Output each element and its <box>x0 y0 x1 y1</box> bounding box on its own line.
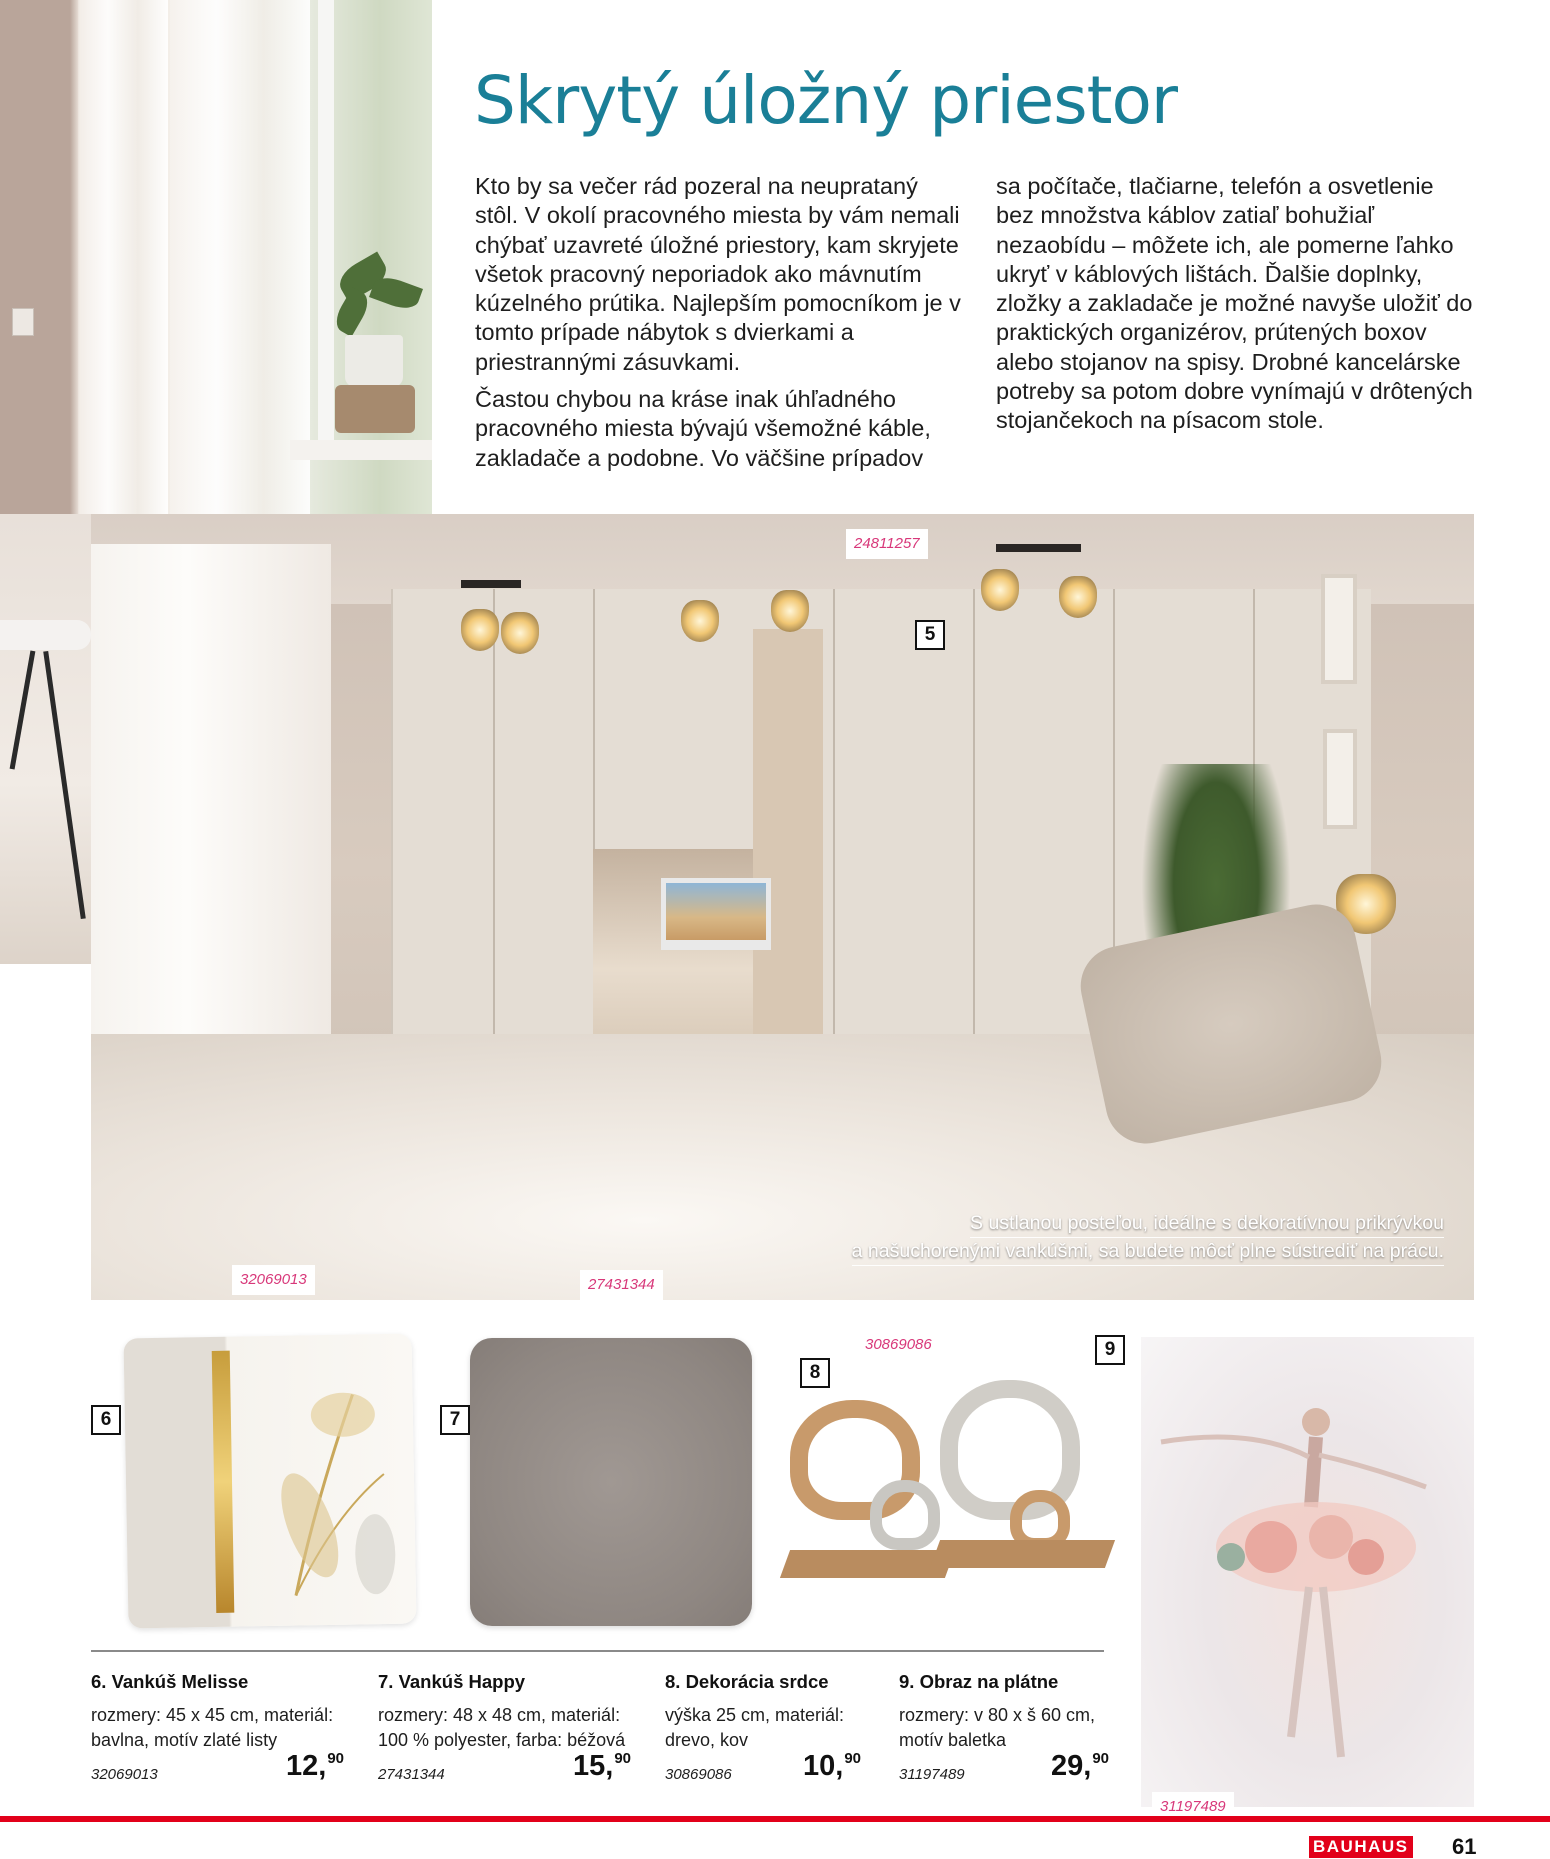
paragraph: Kto by sa večer rád pozeral na neuprataný stôl. V okolí pracovného miesta by vám nemali chýbať uzavreté úložné priestory, kam skryjete všetok pracovný neporiadok ako mávnutím kúzelného prútika. Najlepším pomocníkom je v tomto prípade nábytok s dvierkami a priestrannými zásuvkami. <box>475 173 961 375</box>
leaf-pattern <box>232 1354 417 1617</box>
plant-stand <box>335 385 415 433</box>
page-title: Skrytý úložný priestor <box>474 62 1178 139</box>
plant-pot <box>345 335 403 387</box>
spotlight-lamp <box>1059 576 1097 618</box>
ballerina-illustration <box>1141 1337 1474 1807</box>
spotlight-lamp <box>461 609 499 651</box>
product-description-9 <box>899 1671 1119 1752</box>
top-left-photo <box>0 0 432 514</box>
gold-stripe <box>212 1351 235 1613</box>
side-table <box>0 620 91 650</box>
main-bedroom-photo <box>91 514 1474 1300</box>
product-title: 9. Obraz na plátne <box>899 1671 1059 1692</box>
spotlight-lamp <box>681 600 719 642</box>
wood-base <box>780 1550 955 1578</box>
product-code-tag: 30869086 <box>857 1330 940 1360</box>
wall-art <box>1323 729 1357 829</box>
photo-caption <box>852 1210 1444 1266</box>
product-title: 8. Dekorácia srdce <box>665 1671 829 1692</box>
product-code-tag: 32069013 <box>232 1265 315 1295</box>
window-frame <box>318 0 334 440</box>
product-details: rozmery: 48 x 48 cm, materiál: 100 % polyester, farba: béžová <box>378 1705 626 1750</box>
product-code-tag: 27431344 <box>580 1270 663 1300</box>
number-badge: 8 <box>800 1358 830 1388</box>
product-image-heart-decor <box>780 1380 1110 1610</box>
curtain <box>78 0 168 514</box>
price-main: 12, <box>286 1750 327 1782</box>
price-cents: 90 <box>844 1750 862 1767</box>
silver-heart <box>870 1480 940 1550</box>
spotlight-lamp <box>771 590 809 632</box>
spotlight-bar <box>461 580 521 588</box>
spotlight-lamp <box>501 612 539 654</box>
product-title: 6. Vankúš Melisse <box>91 1671 249 1692</box>
body-column-1 <box>475 172 965 481</box>
open-shelf <box>753 629 823 1049</box>
product-details: rozmery: 45 x 45 cm, materiál: bavlna, motív zlaté listy <box>91 1705 334 1750</box>
plant-leaf <box>331 287 374 337</box>
product-description-8 <box>665 1671 865 1752</box>
number-badge: 5 <box>915 620 945 650</box>
spotlight-bar <box>996 544 1081 552</box>
article-number: 30869086 <box>665 1766 732 1783</box>
wood-base <box>930 1540 1115 1568</box>
spotlight-lamp <box>981 569 1019 611</box>
article-number: 31197489 <box>899 1766 965 1783</box>
product-details: rozmery: v 80 x š 60 cm, motív baletka <box>899 1705 1096 1750</box>
bauhaus-logo: BAUHAUS <box>1309 1836 1413 1858</box>
price-main: 15, <box>573 1750 614 1782</box>
number-badge: 9 <box>1095 1335 1125 1365</box>
caption-line: S ustlanou posteľou, ideálne s dekoratívnou prikrývkou <box>970 1210 1444 1238</box>
caption-line: a našuchorenými vankúšmi, sa budete môcť plne sústrediť na prácu. <box>852 1238 1444 1266</box>
number-badge: 6 <box>91 1405 121 1435</box>
product-code-tag: 31197489 <box>1152 1792 1234 1822</box>
footer-rule <box>0 1816 1550 1822</box>
paragraph: sa počítače, tlačiarne, telefón a osvetlenie bez množstva káblov zatiaľ bohužiaľ nezaobídu – môžete ich, ale pomerne ľahko ukryť v káblových lištách. Ďalšie doplnky, zložky a zakladače je možné navyše uložiť do praktických organizérov, prútených boxov alebo stojanov na spisy. Drobné kancelárske potreby sa potom dobre vynímajú v drôtených stojančekoch na písacom stole. <box>996 173 1473 434</box>
body-column-2 <box>996 172 1476 444</box>
product-image-ballerina-canvas <box>1141 1337 1474 1807</box>
window-sill <box>290 440 432 460</box>
article-number: 32069013 <box>91 1766 158 1783</box>
price-main: 29, <box>1051 1750 1092 1782</box>
wall-switch <box>12 308 34 336</box>
product-divider <box>91 1650 1104 1652</box>
price-cents: 90 <box>1092 1750 1110 1767</box>
product-image-cushion-happy <box>470 1338 752 1626</box>
product-description-7 <box>378 1671 638 1752</box>
number-badge: 7 <box>440 1405 470 1435</box>
product-title: 7. Vankúš Happy <box>378 1671 526 1692</box>
paragraph: Častou chybou na kráse inak úhľadného pracovného miesta bývajú všemožné káble, zakladače a podobne. Vo väčšine prípadov <box>475 386 931 471</box>
page-number: 61 <box>1452 1834 1477 1859</box>
price <box>1051 1750 1109 1783</box>
product-image-cushion-melisse <box>123 1334 416 1629</box>
computer-monitor <box>661 878 771 950</box>
price <box>803 1750 861 1783</box>
article-number: 27431344 <box>378 1766 445 1783</box>
curtain <box>170 0 310 514</box>
price-cents: 90 <box>614 1750 632 1767</box>
price <box>286 1750 344 1783</box>
price-main: 10, <box>803 1750 844 1782</box>
product-code-tag: 24811257 <box>846 529 928 559</box>
price <box>573 1750 631 1783</box>
product-details: výška 25 cm, materiál: drevo, kov <box>665 1705 845 1750</box>
product-description-6 <box>91 1671 351 1752</box>
price-cents: 90 <box>327 1750 345 1767</box>
wall-art <box>1321 574 1357 684</box>
